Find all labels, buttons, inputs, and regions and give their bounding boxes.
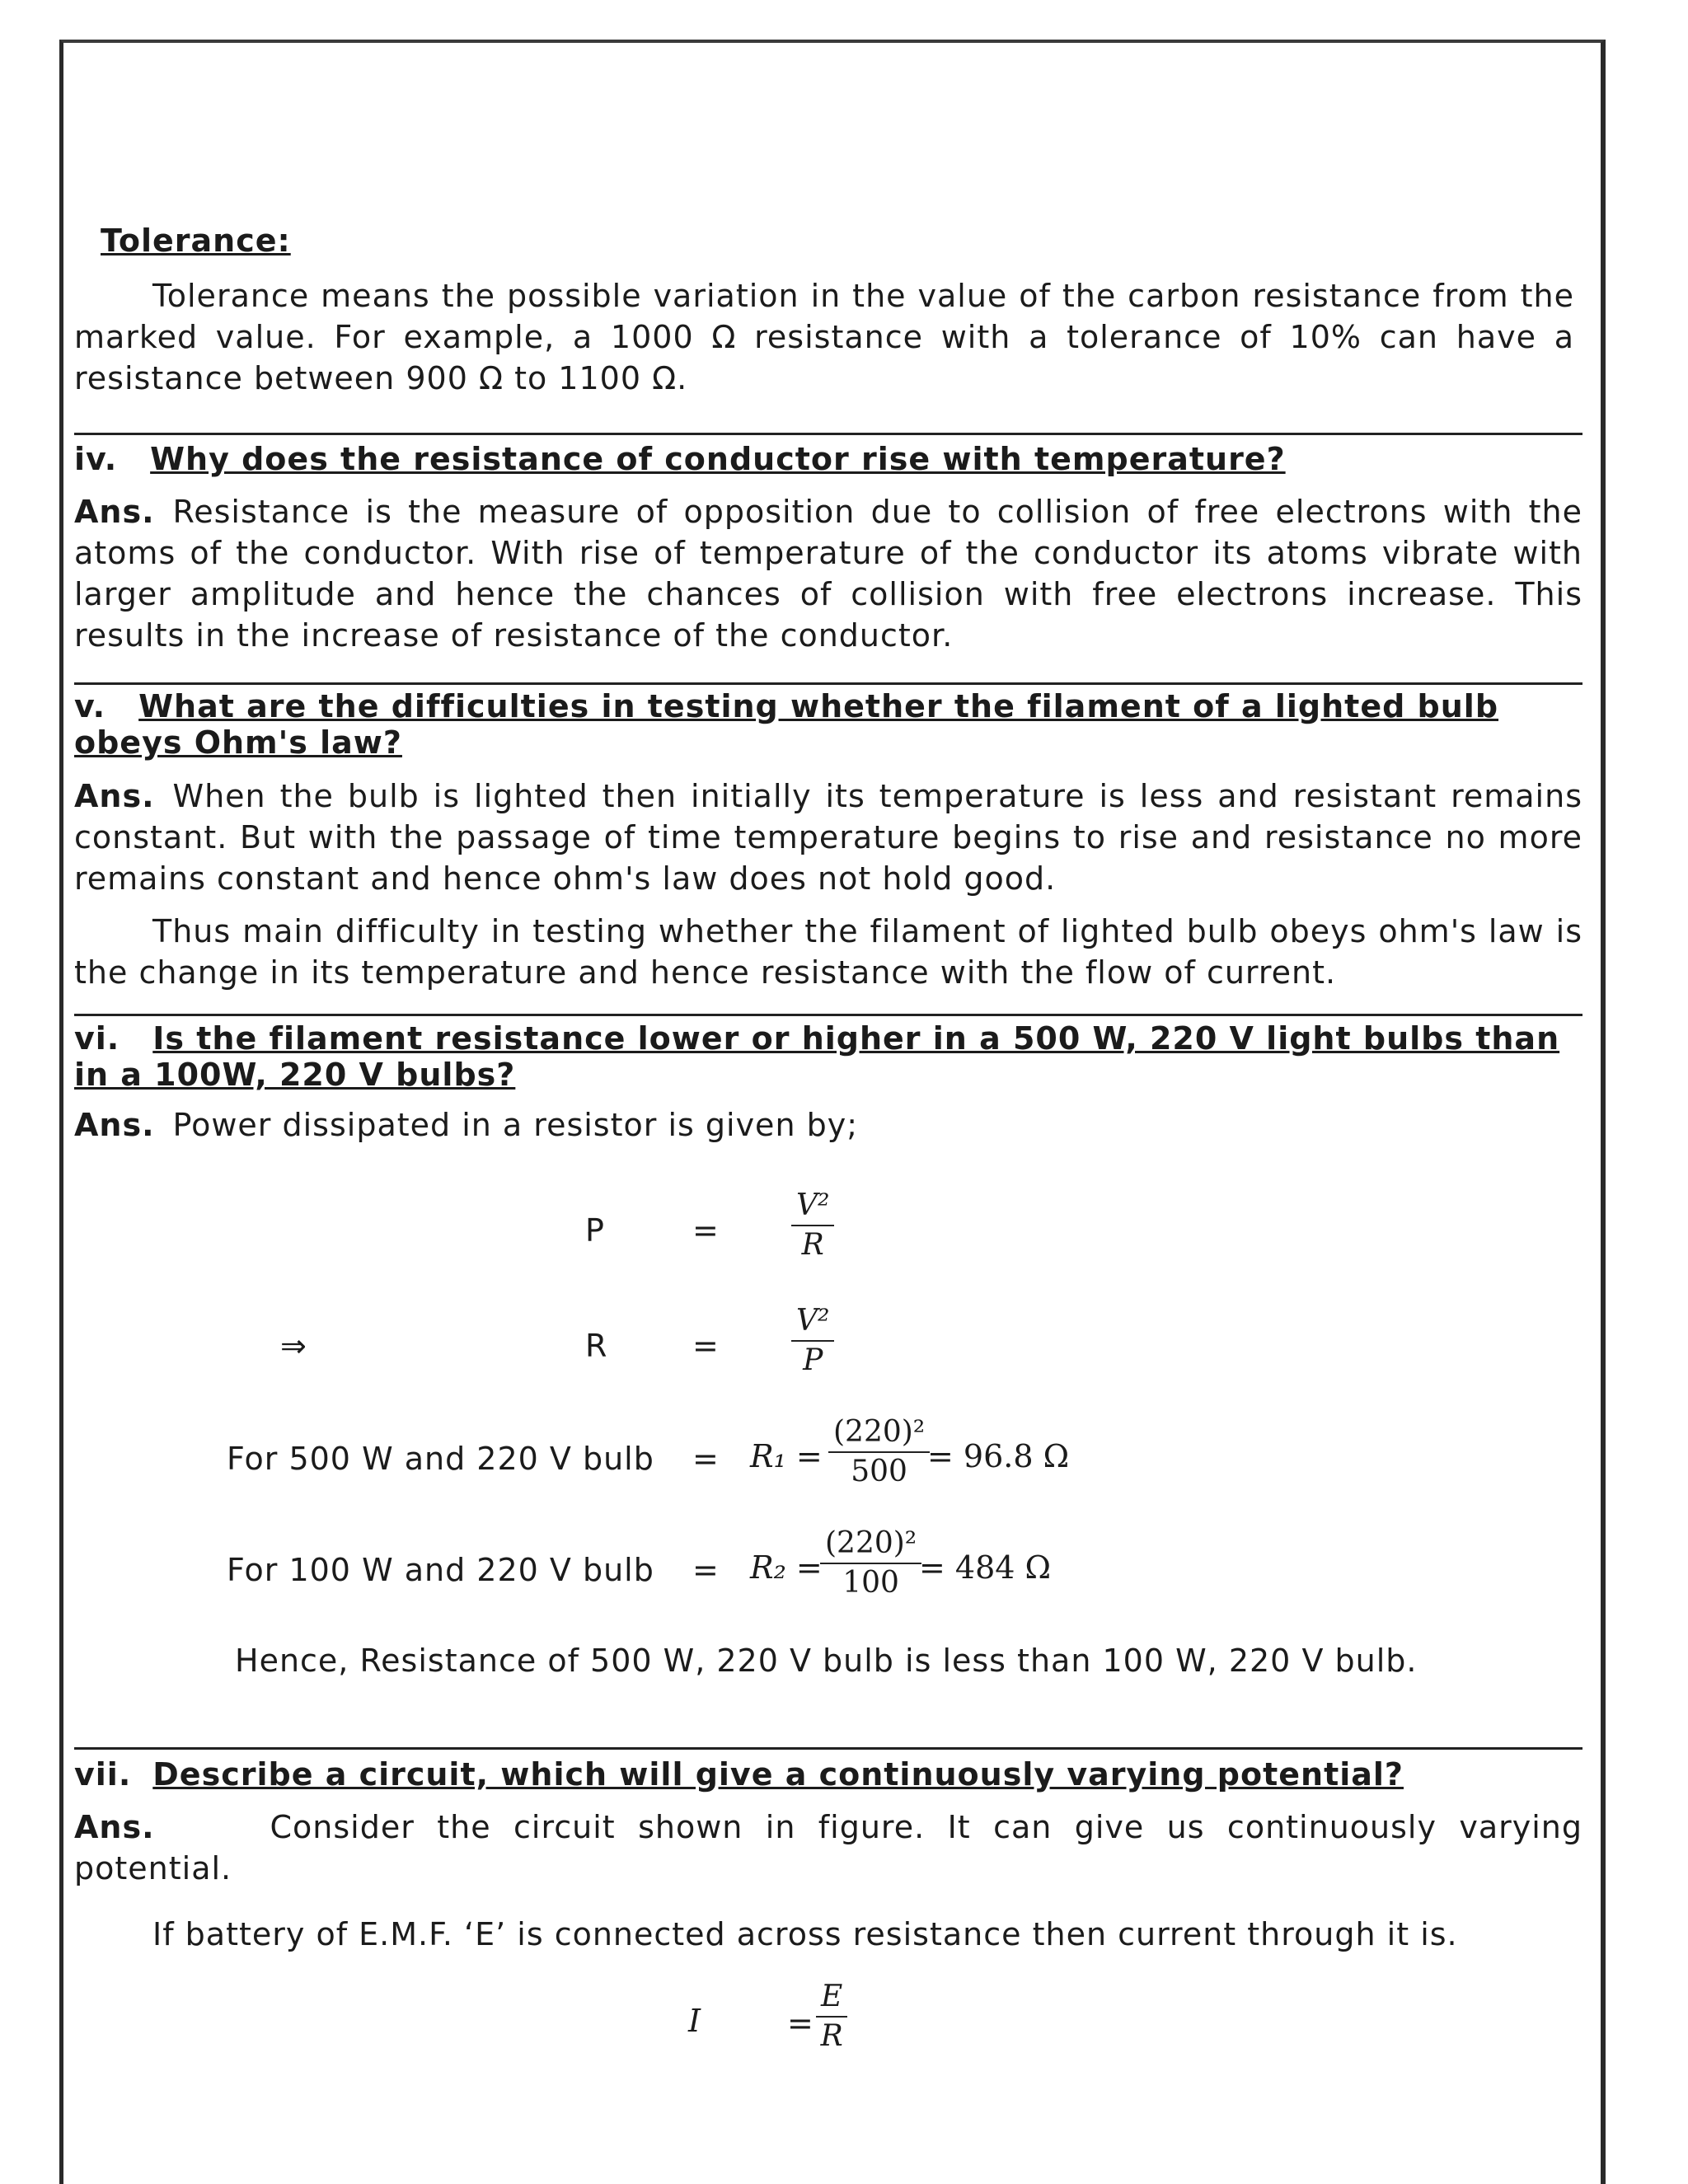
equals-sign: = <box>692 1212 720 1249</box>
question-number: vii. <box>74 1756 132 1793</box>
numerator: V² <box>791 1302 834 1342</box>
answer-label: Ans. <box>74 494 155 530</box>
question-vi <box>74 1020 1582 1146</box>
equation-label: For 100 W and 220 V bulb <box>227 1552 654 1588</box>
divider <box>74 1014 1582 1016</box>
answer-text: Resistance is the measure of opposition due to collision of free electrons with the atoms of the conductor. With rise of temperature of the conductor its atoms vibrate with larger amplitude and hence the chances of collision with free electrons increase. This results in the increase of resistance of the conductor. <box>74 494 1582 654</box>
variable: R₂ = <box>750 1549 823 1586</box>
question-text: Describe a circuit, which will give a continuously varying potential? <box>152 1756 1404 1793</box>
tolerance-heading: Tolerance: <box>101 223 291 259</box>
numerator: (220)² <box>828 1413 930 1453</box>
question-text: Is the filament resistance lower or higher in a 500 W, 220 V light bulbs than in a 100W, 220 V bulbs? <box>74 1020 1560 1093</box>
denominator: 100 <box>842 1566 899 1600</box>
denominator: 500 <box>851 1455 907 1488</box>
fraction <box>791 1187 834 1264</box>
equation-power <box>74 1187 1582 1277</box>
numerator: V² <box>791 1187 834 1226</box>
result: = 484 Ω <box>919 1549 1052 1586</box>
equation-lhs: I <box>688 2003 701 2039</box>
fraction <box>820 1525 921 1602</box>
result: = 96.8 Ω <box>927 1438 1070 1474</box>
answer-text: When the bulb is lighted then initially its temperature is less and resistant remains constant. But with the passage of time temperature begins to rise and resistance no more remains constant and hence ohm's law does not hold good. <box>74 778 1582 897</box>
fraction <box>791 1302 834 1380</box>
question-number: iv. <box>74 441 118 477</box>
conclusion: Hence, Resistance of 500 W, 220 V bulb is less than 100 W, 220 V bulb. <box>235 1643 1418 1679</box>
tolerance-body: Tolerance means the possible variation in the value of the carbon resistance from the marked value. For example, a 1000 Ω resistance with a tolerance of 10% can have a resistance between 900 Ω to 1100 Ω. <box>74 278 1574 396</box>
numerator: E <box>816 1978 847 2018</box>
equals-sign: = <box>692 1552 720 1588</box>
answer-label: Ans. <box>74 778 155 814</box>
denominator: P <box>803 1343 823 1377</box>
equation-100w <box>74 1525 1582 1615</box>
answer-text: Consider the circuit shown in figure. It can give us continuously varying potential. <box>74 1809 1582 1886</box>
denominator: R <box>801 1228 824 1262</box>
answer-paragraph: Thus main difficulty in testing whether the filament of lighted bulb obeys ohm's law is the change in its temperature and hence resistance with the flow of current. <box>74 913 1582 991</box>
question-vii <box>74 1754 1582 1955</box>
variable: R₁ = <box>750 1438 823 1474</box>
equation-resistance <box>74 1302 1582 1393</box>
answer-label: Ans. <box>74 1809 155 1845</box>
numerator: (220)² <box>820 1525 921 1564</box>
question-number: vi. <box>74 1020 120 1057</box>
equation-lhs: P <box>585 1212 605 1249</box>
equals-sign: = <box>692 1441 720 1477</box>
answer-text: Power dissipated in a resistor is given by; <box>172 1107 859 1143</box>
question-text: What are the difficulties in testing whether the filament of a lighted bulb obeys Ohm's law? <box>74 688 1499 761</box>
question-iv <box>74 438 1582 656</box>
tolerance-section <box>74 223 1582 399</box>
divider <box>74 433 1582 435</box>
equation-current <box>74 1978 1582 2069</box>
question-v <box>74 688 1582 993</box>
equation-lhs: R <box>585 1328 608 1364</box>
answer-paragraph: If battery of E.M.F. ‘E’ is connected across resistance then current through it is. <box>152 1916 1458 1952</box>
equals-sign: = <box>692 1328 720 1364</box>
denominator: R <box>820 2019 843 2053</box>
divider <box>74 1747 1582 1750</box>
equation-500w <box>74 1413 1582 1504</box>
fraction <box>816 1978 847 2055</box>
fraction <box>828 1413 930 1491</box>
implies-icon: ⇒ <box>280 1328 307 1364</box>
question-text: Why does the resistance of conductor rise with temperature? <box>150 441 1286 477</box>
answer-label: Ans. <box>74 1107 155 1143</box>
divider <box>74 682 1582 685</box>
equation-label: For 500 W and 220 V bulb <box>227 1441 654 1477</box>
equals-sign: = <box>787 2005 814 2041</box>
question-number: v. <box>74 688 106 724</box>
